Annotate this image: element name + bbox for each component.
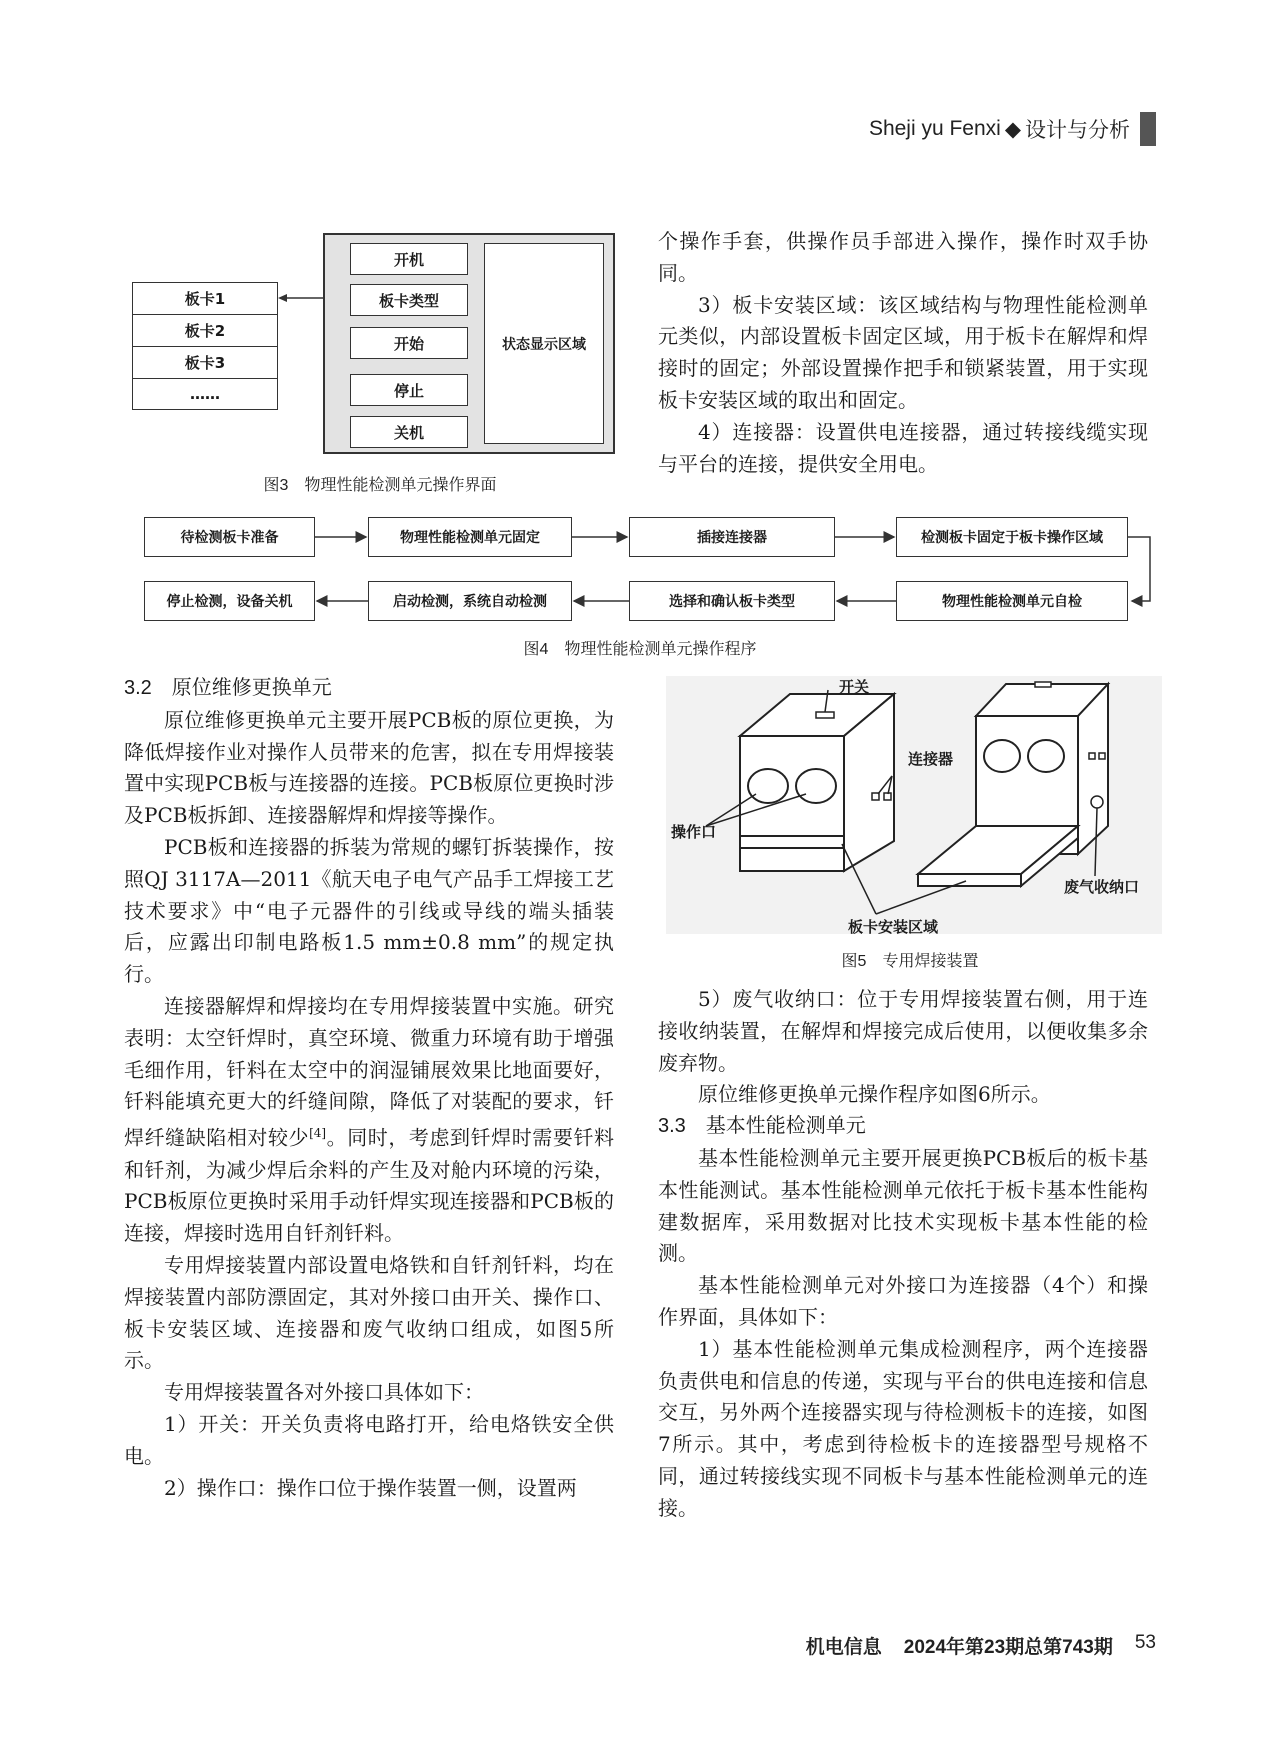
paragraph: 专用焊接装置各对外接口具体如下： (164, 1380, 484, 1405)
flow-step: 待检测板卡准备 (144, 517, 315, 557)
left-column (124, 673, 614, 1504)
paragraph: 2）操作口：操作口位于操作装置一侧，设置两 (164, 1475, 577, 1500)
paragraph-text: 连接器解焊和焊接均在专用焊接装置中实施。研究表明：太空钎焊时，真空环境、微重力环境有助于增强毛细作用，钎料在太空中的润湿铺展效果比地面要好，钎料能填充更大的纤缝间隙，降低了对装配的要求，钎焊纤缝缺陷相对较少 (124, 993, 614, 1150)
flow-step: 物理性能检测单元自检 (896, 581, 1128, 621)
section-heading: 3.2 原位维修更换单元 (124, 677, 332, 699)
paragraph-text: 。同时，考虑到钎焊时需要钎料和钎剂，为减少焊后余料的产生及对舱内环境的污染，PCB板原位更换时采用手动钎焊实现连接器和PCB板的连接，焊接时选用自钎剂钎料。 (124, 1125, 615, 1246)
paragraph: 原位维修更换单元操作程序如图6所示。 (698, 1082, 1051, 1107)
paragraph: 原位维修更换单元主要开展PCB板的原位更换，为降低焊接作业对操作人员带来的危害，拟在专用焊接装置中实现PCB板与连接器的连接。PCB板原位更换时涉及PCB板拆卸、连接器解焊和焊接等操作。 (124, 707, 614, 828)
page-number: 53 (1134, 1632, 1156, 1653)
header-pinyin: Sheji yu Fenxi (868, 117, 1001, 140)
diamond-icon: ◆ (1004, 117, 1021, 141)
right-column-top (658, 226, 1148, 480)
header-title: 设计与分析 (1025, 119, 1130, 142)
switch-label: 开关 (839, 678, 870, 696)
flow-step: 选择和确认板卡类型 (629, 581, 835, 621)
running-header (869, 112, 1156, 146)
flow-step: 物理性能检测单元固定 (368, 517, 572, 557)
board-type-button: 板卡类型 (350, 284, 468, 316)
paragraph: 3）板卡安装区域：该区域结构与物理性能检测单元类似，内部设置板卡固定区域，用于板卡在解焊和焊接时的固定；外部设置操作把手和锁紧装置，用于实现板卡安装区域的取出和固定。 (658, 292, 1148, 412)
waste-gas-port-label: 废气收纳口 (1064, 878, 1140, 896)
board-list (132, 282, 278, 410)
connector-label: 连接器 (908, 750, 954, 768)
journal-name: 机电信息 (805, 1637, 882, 1658)
flow-step: 检测板卡固定于板卡操作区域 (896, 517, 1128, 557)
board-list-item: 板卡1 (132, 282, 278, 314)
power-on-button: 开机 (350, 243, 468, 275)
paragraph: 1）基本性能检测单元集成检测程序，两个连接器负责供电和信息的传递，实现与平台的供电连接和信息交互，另外两个连接器实现与待检测板卡的连接，如图7所示。其中，考虑到待检板卡的连接器型号规格不同，通过转接线实现不同板卡与基本性能检测单元的连接。 (658, 1336, 1148, 1520)
flow-step: 启动检测，系统自动检测 (368, 581, 572, 621)
paragraph: 基本性能检测单元对外接口为连接器（4个）和操作界面，具体如下： (658, 1273, 1148, 1329)
paragraph: 1）开关：开关负责将电路打开，给电烙铁安全供电。 (124, 1411, 614, 1468)
right-column-bottom (658, 984, 1148, 1525)
paragraph: 基本性能检测单元主要开展更换PCB板后的板卡基本性能测试。基本性能检测单元依托于板卡基本性能构建数据库，采用数据对比技术实现板卡基本性能的检测。 (658, 1145, 1148, 1266)
paragraph: 专用焊接装置内部设置电烙铁和自钎剂钎料，均在焊接装置内部防漂固定，其对外接口由开关、操作口、板卡安装区域、连接器和废气收纳口组成，如图5所示。 (124, 1253, 614, 1373)
figure-3-caption: 图3 物理性能检测单元操作界面 (263, 477, 497, 494)
paragraph: 个操作手套，供操作员手部进入操作，操作时双手协同。 (658, 229, 1148, 285)
paragraph: 5）废气收纳口：位于专用焊接装置右侧，用于连接收纳装置，在解焊和焊接完成后使用，以便收集多余废弃物。 (658, 987, 1148, 1075)
issue-info: 2024年第23期总第743期 (903, 1637, 1113, 1658)
status-display-area: 状态显示区域 (484, 243, 604, 444)
header-bar (1140, 112, 1156, 146)
flow-step: 插接连接器 (629, 517, 835, 557)
stop-button: 停止 (350, 374, 468, 406)
arrow-left-icon (278, 290, 326, 306)
figure-5-caption: 图5 专用焊接装置 (841, 953, 979, 970)
figure-4-caption: 图4 物理性能检测单元操作程序 (523, 641, 757, 658)
board-area-label: 板卡安装区域 (848, 918, 939, 936)
citation-ref: [4] (309, 1126, 327, 1141)
board-list-item: 板卡3 (132, 346, 278, 378)
section-heading: 3.3 基本性能检测单元 (658, 1115, 866, 1138)
start-button: 开始 (350, 327, 468, 359)
board-list-item: …… (132, 378, 278, 410)
paragraph: PCB板和连接器的拆装为常规的螺钉拆装操作，按照QJ 3117A—2011《航天电子电气产品手工焊接工艺技术要求》中“电子元器件的引线或导线的端头插装后，应露出印制电路板1.5 mm±0.8 mm”的规定执行。 (124, 834, 614, 987)
paragraph: 4）连接器：设置供电连接器，通过转接线缆实现与平台的连接，提供安全用电。 (658, 419, 1148, 476)
paragraph (124, 991, 614, 1250)
board-list-item: 板卡2 (132, 314, 278, 346)
flow-step: 停止检测，设备关机 (144, 581, 315, 621)
power-off-button: 关机 (350, 416, 468, 448)
operation-port-label: 操作口 (671, 823, 717, 841)
page-footer (806, 1632, 1156, 1659)
